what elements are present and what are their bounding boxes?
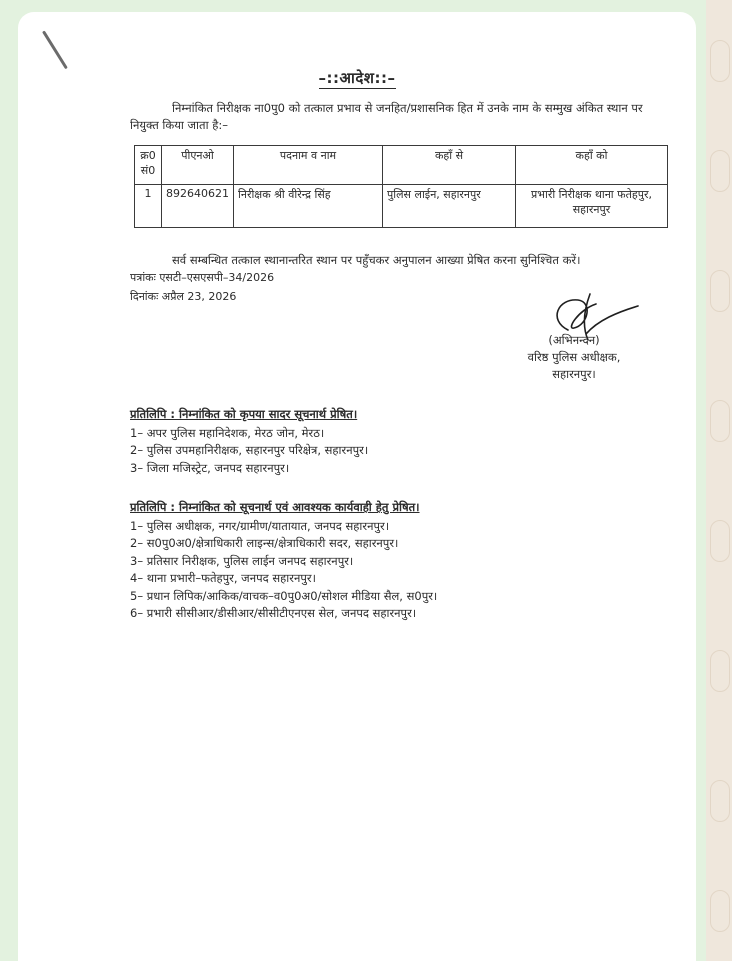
list-item: 4– थाना प्रभारी–फतेहपुर, जनपद सहारनपुर। bbox=[130, 571, 316, 585]
signatory-name: (अभिनन्दन) bbox=[548, 333, 600, 347]
list-item: 2– स0पु0अ0/क्षेत्राधिकारी लाइन्स/क्षेत्राधिकारी सदर, सहारनपुर। bbox=[130, 536, 399, 550]
list-item: 3– प्रतिसार निरीक्षक, पुलिस लाईन जनपद सहारनपुर। bbox=[130, 553, 354, 568]
table-row bbox=[135, 185, 668, 228]
header-designation-name: पदनाम व नाम bbox=[234, 146, 383, 185]
header-from: कहाँ से bbox=[383, 146, 516, 185]
transfer-table bbox=[134, 145, 668, 228]
header-serial: क्र0 सं0 bbox=[135, 146, 162, 185]
signatory-designation: वरिष्ठ पुलिस अधीक्षक, bbox=[527, 350, 621, 364]
copy-list-heading: प्रतिलिपि : निम्नांकित को कृपया सादर सूचनार्थ प्रेषित। bbox=[130, 407, 358, 421]
letter-number: पत्रांकः एसटी–एसएसपी–34/2026 bbox=[130, 271, 275, 284]
cell-serial: 1 bbox=[135, 185, 162, 228]
signatory-place: सहारनपुर। bbox=[552, 367, 596, 381]
order-document bbox=[18, 12, 696, 961]
copy-list-action bbox=[130, 499, 690, 623]
list-item: 5– प्रधान लिपिक/आकिक/वाचक–व0पु0अ0/सोशल मीडिया सैल, स0पुर। bbox=[130, 588, 438, 603]
instruction-text: सर्व सम्बन्धित तत्काल स्थानान्तरित स्थान पर पहुँचकर अनुपालन आख्या प्रेषित करना सुनिश्चित करें। bbox=[172, 253, 581, 267]
document-title: –::आदेश::– bbox=[318, 69, 396, 87]
letter-date: दिनांकः अप्रैल 23, 2026 bbox=[130, 290, 237, 303]
table-header-row bbox=[135, 146, 668, 185]
image-message-card[interactable] bbox=[18, 12, 696, 961]
header-pno: पीएनओ bbox=[162, 146, 234, 185]
list-item: 1– अपर पुलिस महानिदेशक, मेरठ जोन, मेरठ। bbox=[130, 425, 325, 440]
copy-list-heading: प्रतिलिपि : निम्नांकित को सूचनार्थ एवं आवश्यक कार्यवाही हेतु प्रेषित। bbox=[130, 500, 420, 514]
copy-list-info bbox=[130, 406, 690, 477]
cell-from: पुलिस लाईन, सहारनपुर bbox=[383, 185, 516, 228]
chat-wallpaper-strip bbox=[706, 0, 732, 961]
list-item: 3– जिला मजिस्ट्रेट, जनपद सहारनपुर। bbox=[130, 460, 290, 475]
list-item: 6– प्रभारी सीसीआर/डीसीआर/सीसीटीएनएस सेल, जनपद सहारनपुर। bbox=[130, 606, 417, 620]
cell-name: निरीक्षक श्री वीरेन्द्र सिंह bbox=[234, 185, 383, 228]
intro-paragraph: निम्नांकित निरीक्षक ना0पु0 को तत्काल प्रभाव से जनहित/प्रशासनिक हित में उनके नाम के सम्मुख अंकित स्थान पर नियुक्त किया जाता है:– bbox=[130, 101, 643, 132]
signatory-block bbox=[474, 332, 674, 383]
cell-to: प्रभारी निरीक्षक थाना फतेहपुर, सहारनपुर bbox=[516, 185, 668, 228]
list-item: 1– पुलिस अधीक्षक, नगर/ग्रामीण/यातायात, जनपद सहारनपुर। bbox=[130, 518, 390, 533]
list-item: 2– पुलिस उपमहानिरीक्षक, सहारनपुर परिक्षेत्र, सहारनपुर। bbox=[130, 443, 369, 457]
header-to: कहाँ को bbox=[516, 146, 668, 185]
cell-pno: 892640621 bbox=[162, 185, 234, 228]
pen-mark bbox=[42, 30, 68, 69]
